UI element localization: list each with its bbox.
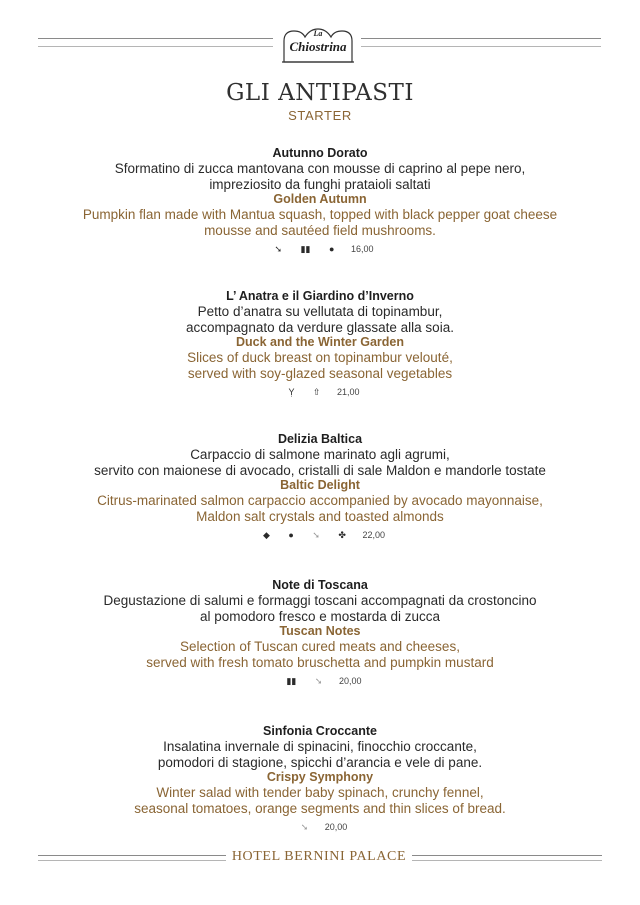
header (0, 27, 640, 67)
dish-price: 20,00 (324, 821, 348, 832)
menu-item (0, 146, 640, 255)
dish-english-name: Baltic Delight (280, 478, 360, 492)
menu-item (0, 289, 640, 398)
dish-italian-description-line: impreziosito da funghi prataioli saltati (209, 176, 431, 192)
chiostrina-logo (280, 27, 356, 63)
dish-english-description-line: Slices of duck breast on topinambur velouté, (187, 350, 453, 365)
dish-english-description-line: Citrus-marinated salmon carpaccio accompanied by avocado mayonnaise, (97, 493, 543, 508)
dish-allergens-price (0, 674, 640, 687)
dish-price: 22,00 (362, 529, 386, 540)
dish-english-description-line: served with fresh tomato bruschetta and pumpkin mustard (146, 654, 494, 670)
dish-english-description-line: Winter salad with tender baby spinach, crunchy fennel, (156, 785, 484, 800)
footer-rule-right-bottom (412, 860, 602, 861)
menu-item (0, 432, 640, 541)
dish-italian-description-line: pomodori di stagione, spicchi d’arancia e vele di pane. (157, 754, 483, 770)
glass-icon: Ỵ (288, 386, 295, 397)
footer-rule-right-top (412, 855, 602, 856)
dish-italian-name: Autunno Dorato (272, 146, 368, 160)
bottle-icon: ▮▮ (286, 675, 297, 686)
header-rule-left-bottom (38, 46, 273, 47)
dish-allergens-price (0, 820, 640, 833)
footer-rule-left-bottom (38, 860, 226, 861)
dish-allergens-price (0, 528, 640, 541)
dish-italian-description-line: Carpaccio di salmone marinato agli agrumi, (190, 447, 450, 462)
dish-italian-description-line: Sformatino di zucca mantovana con mousse di caprino al pepe nero, (114, 161, 526, 176)
dish-italian-name: Delizia Baltica (277, 432, 363, 446)
dish-price: 16,00 (350, 243, 374, 254)
dish-italian-description-line: accompagnato da verdure glassate alla soia. (186, 319, 454, 335)
dish-english-description-line: mousse and sautéed field mushrooms. (204, 222, 436, 238)
dish-english-description-line: Maldon salt crystals and toasted almonds (196, 508, 444, 524)
dish-italian-description-line: servito con maionese di avocado, cristalli di sale Maldon e mandorle tostate (94, 462, 546, 478)
celery-icon: ⇧ (312, 386, 321, 397)
dish-english-name: Duck and the Winter Garden (236, 335, 404, 349)
dish-italian-description-line: Petto d’anatra su vellutata di topinambur, (197, 304, 443, 319)
bottle-icon: ▮▮ (300, 243, 311, 254)
leaf-icon: ➘ (312, 529, 320, 540)
dish-italian-description-line: al pomodoro fresco e mostarda di zucca (199, 608, 441, 624)
drop-icon: ● (288, 529, 294, 540)
fish-icon: ◆ (262, 529, 270, 540)
leaf-icon: ➘ (314, 675, 323, 686)
header-rule-right-bottom (361, 46, 601, 47)
menu-item (0, 724, 640, 833)
dish-italian-description-line: Degustazione di salumi e formaggi toscani accompagnati da crostoncino (103, 593, 537, 608)
dish-english-description-line: seasonal tomatoes, orange segments and thin slices of bread. (134, 800, 506, 816)
dish-english-description-line: Pumpkin flan made with Mantua squash, topped with black pepper goat cheese (82, 207, 558, 222)
nuts-icon: ✤ (338, 529, 346, 540)
leaf-icon: ➘ (300, 821, 309, 832)
footer-rule-left-top (38, 855, 226, 856)
hotel-name: HOTEL BERNINI PALACE (231, 849, 407, 864)
header-rule-left-top (38, 38, 273, 39)
dish-allergens-price (0, 385, 640, 398)
dish-price: 20,00 (338, 675, 362, 686)
section-title: GLI ANTIPASTI (226, 80, 414, 106)
dish-english-description-line: Selection of Tuscan cured meats and cheeses, (180, 639, 460, 654)
drop-icon: ● (329, 243, 335, 254)
dish-allergens-price (0, 242, 640, 255)
dish-price: 21,00 (337, 386, 360, 397)
dish-italian-name: L’ Anatra e il Giardino d’Inverno (226, 289, 414, 303)
footer (0, 848, 640, 872)
logo-big-text: Chiostrina (289, 39, 347, 54)
dish-english-name: Crispy Symphony (266, 770, 374, 784)
section-subtitle: STARTER (288, 108, 352, 123)
dish-italian-name: Sinfonia Croccante (263, 724, 377, 738)
dish-italian-description-line: Insalatina invernale di spinacini, finocchio croccante, (163, 739, 477, 754)
menu-item (0, 578, 640, 687)
header-rule-right-top (361, 38, 601, 39)
dish-italian-name: Note di Toscana (272, 578, 368, 592)
leaf-icon: ➘ (274, 243, 283, 254)
dish-english-description-line: served with soy-glazed seasonal vegetables (187, 365, 453, 381)
logo-small-text: La (313, 29, 323, 38)
dish-english-name: Tuscan Notes (279, 624, 361, 638)
dish-english-name: Golden Autumn (273, 192, 367, 206)
